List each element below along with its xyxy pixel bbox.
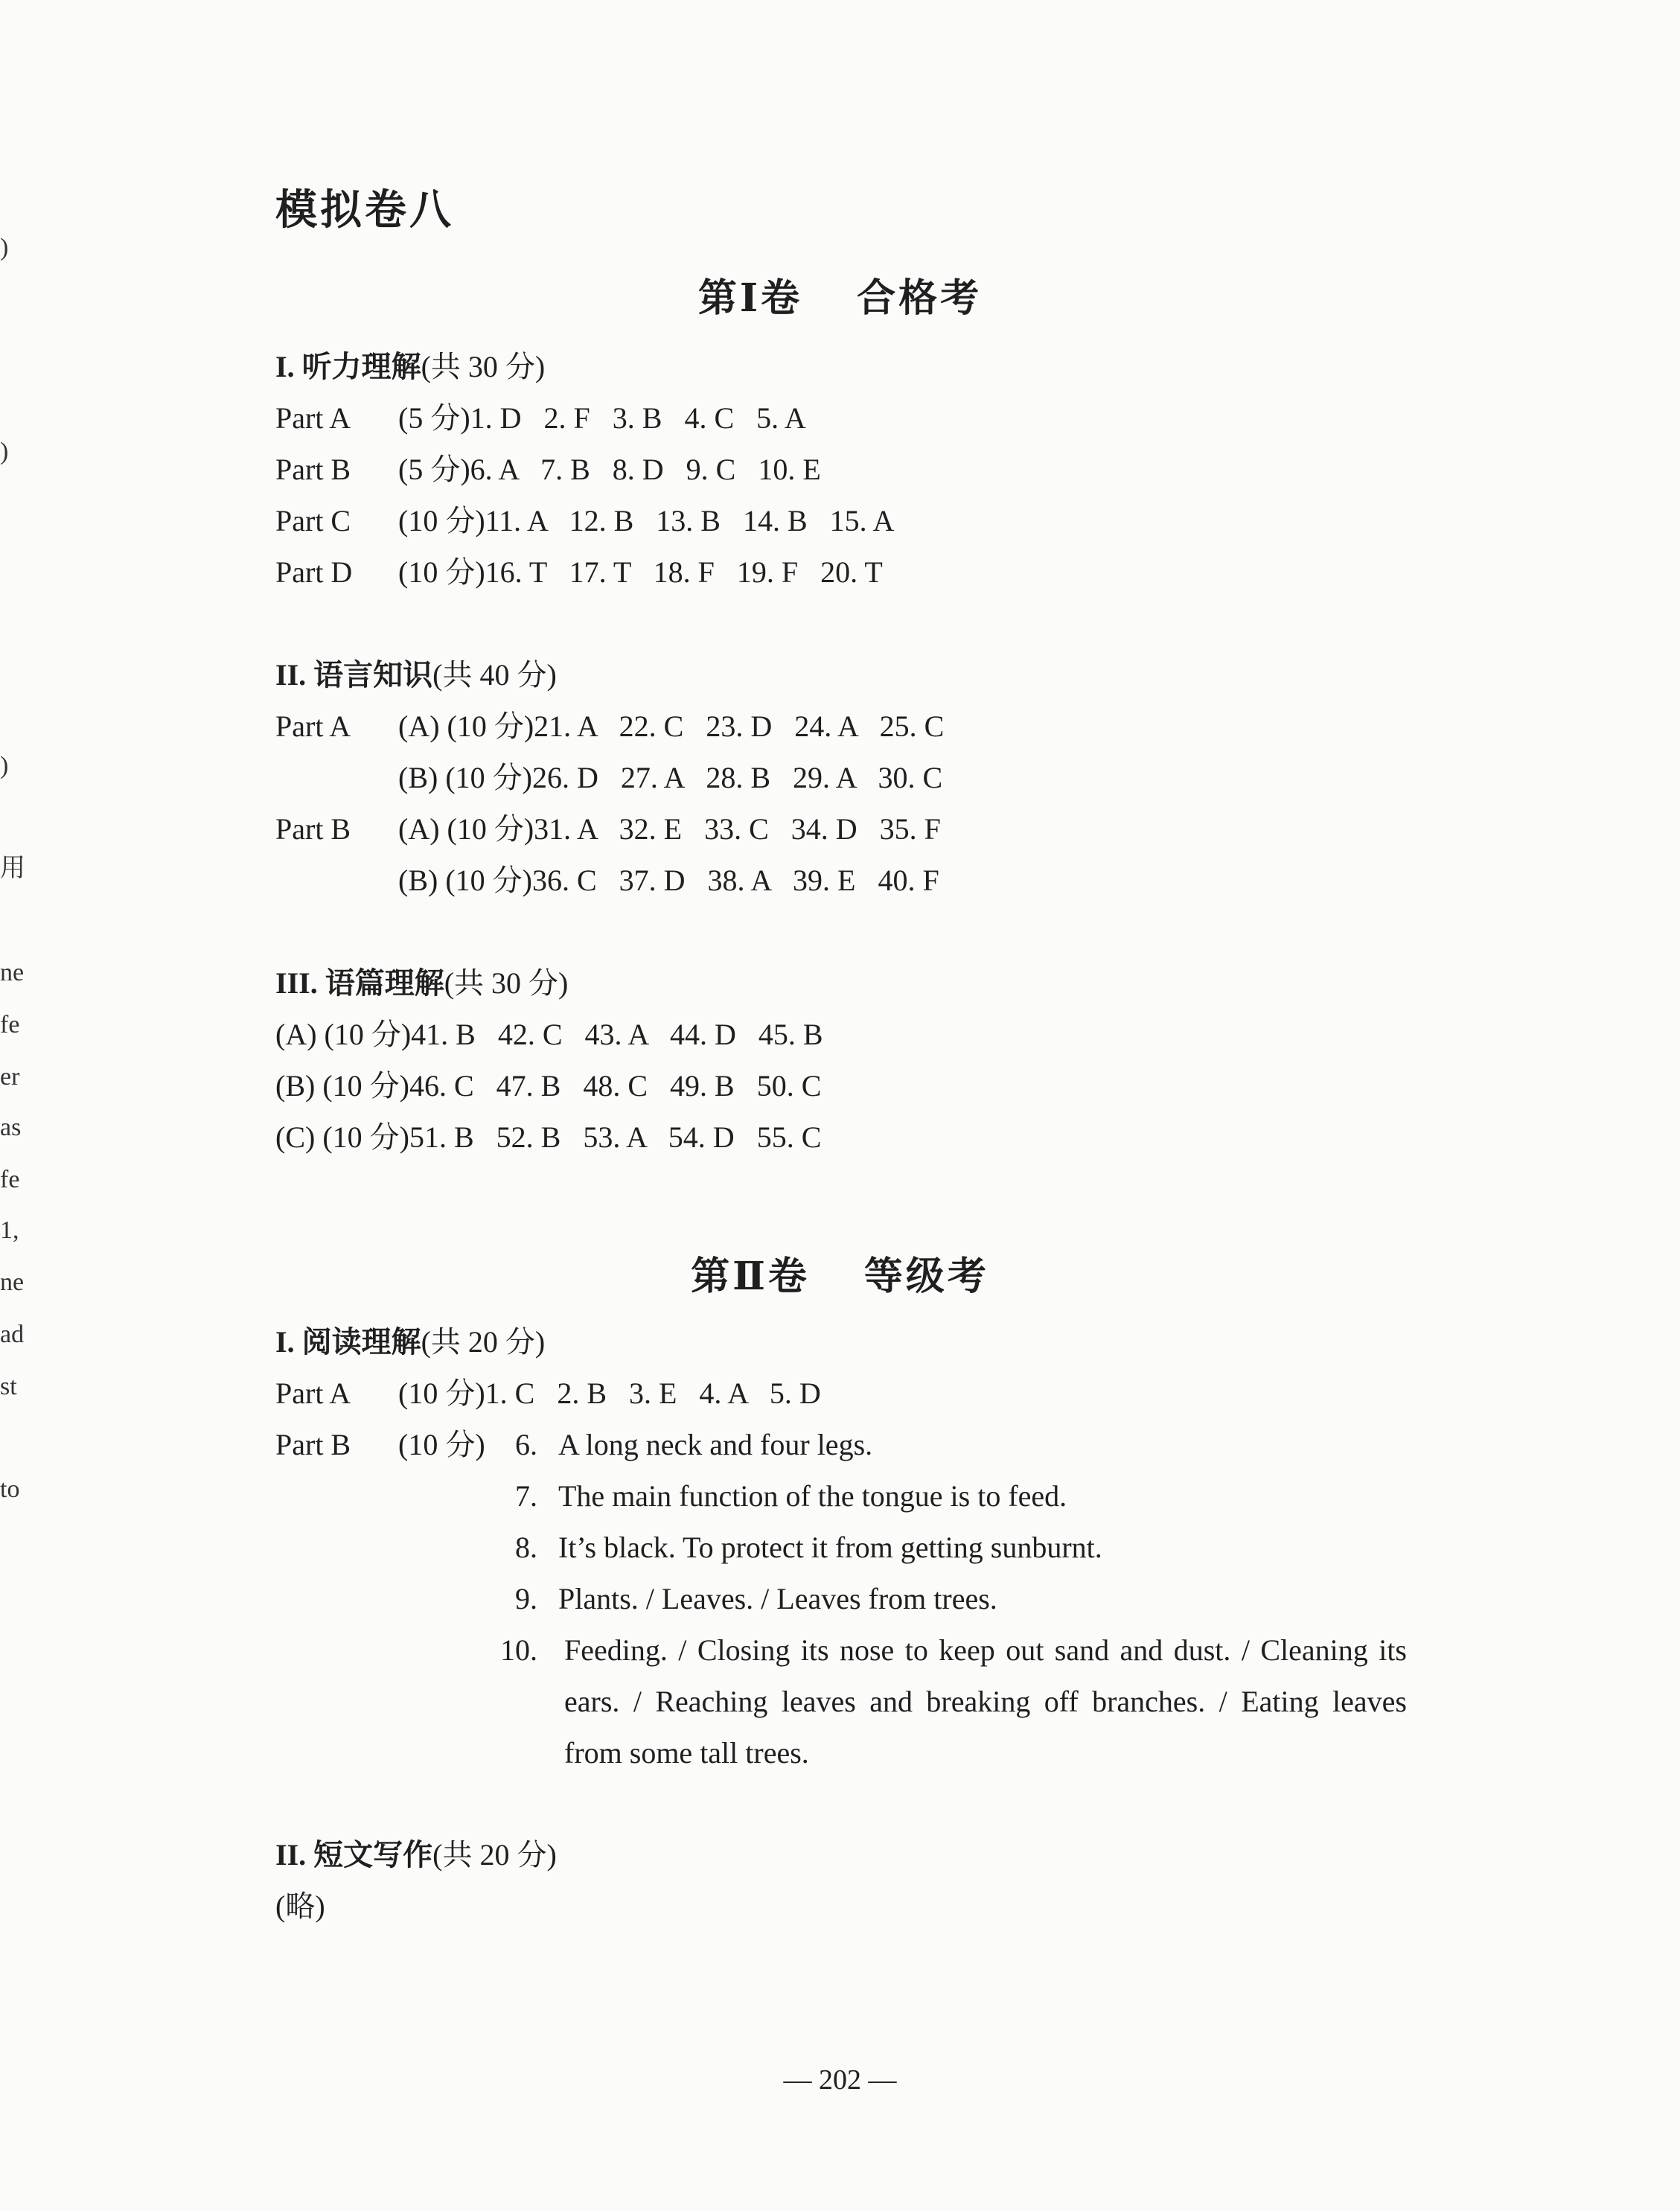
section-points: (共 20 分) bbox=[421, 1325, 546, 1359]
answer-list: 36. C 37. D 38. A 39. E 40. F bbox=[531, 864, 939, 897]
answer-row bbox=[275, 759, 942, 797]
score-label: (10 分) bbox=[398, 1376, 485, 1410]
part-label: Part C bbox=[275, 504, 351, 537]
section-title: II. 短文写作 bbox=[275, 1838, 433, 1872]
volume-1-title: 第Ⅰ卷 bbox=[697, 278, 803, 320]
score-label: (10 分) bbox=[322, 1069, 409, 1103]
answer-list: 51. B 52. B 53. A 54. D 55. C bbox=[409, 1120, 822, 1154]
answer-list: 16. T 17. T 18. F 19. F 20. T bbox=[485, 555, 883, 589]
volume-2-title: 第Ⅱ卷 bbox=[691, 1256, 810, 1298]
section-title: I. 听力理解 bbox=[275, 350, 421, 383]
answer-list: 11. A 12. B 13. B 14. B 15. A bbox=[485, 504, 895, 537]
edge-fragment: 1, bbox=[0, 1216, 19, 1244]
item-answer: It’s black. To protect it from getting sunburnt. bbox=[558, 1531, 1102, 1564]
edge-fragment: ad bbox=[0, 1321, 25, 1348]
score-label: (5 分) bbox=[398, 401, 470, 435]
score-label: (10 分) bbox=[447, 812, 534, 846]
edge-fragment: ) bbox=[0, 438, 9, 465]
volume-2-subtitle: 等级考 bbox=[863, 1256, 989, 1298]
page-number: — 202 — bbox=[783, 2064, 897, 2096]
answer-row bbox=[275, 1119, 821, 1156]
score-label: (10 分) bbox=[398, 504, 485, 537]
item-answer: The main function of the tongue is to feed. bbox=[558, 1479, 1067, 1513]
subpart-label: (A) bbox=[398, 812, 440, 846]
answer-list: 21. A 22. C 23. D 24. A 25. C bbox=[534, 709, 945, 743]
edge-fragment: ne bbox=[0, 959, 25, 986]
part-label: Part A bbox=[275, 401, 351, 435]
section-points: (共 30 分) bbox=[444, 966, 569, 1000]
item-answer: A long neck and four legs. bbox=[558, 1428, 873, 1461]
section-title: III. 语篇理解 bbox=[275, 966, 444, 1000]
subpart-label: (B) bbox=[275, 1069, 316, 1103]
book-title: 模拟卷八 bbox=[275, 188, 454, 234]
subpart-label: (A) bbox=[275, 1018, 317, 1051]
edge-fragment: st bbox=[0, 1373, 17, 1400]
section-points: (共 30 分) bbox=[421, 350, 546, 383]
item-answer: Feeding. / Closing its nose to keep out sand and dust. / Cleaning its ears. / Reaching leaves and breaking off branches. / Eating leaves from some tall trees. bbox=[564, 1633, 1407, 1770]
item-number: 7. bbox=[515, 1479, 537, 1513]
part-label: Part B bbox=[275, 812, 351, 846]
section-heading bbox=[275, 965, 568, 1002]
section-heading bbox=[275, 1324, 545, 1361]
volume-1-subtitle: 合格考 bbox=[857, 278, 983, 320]
score-label: (10 分) bbox=[445, 761, 532, 794]
answer-row bbox=[275, 554, 883, 591]
edge-fragment: ) bbox=[0, 752, 9, 779]
section-points: (共 40 分) bbox=[432, 658, 557, 692]
score-label: (10 分) bbox=[398, 555, 485, 589]
answer-row bbox=[275, 1426, 485, 1464]
answer-row bbox=[275, 862, 939, 899]
subpart-label: (B) bbox=[398, 864, 438, 897]
item-number: 6. bbox=[515, 1428, 537, 1461]
subpart-label: (A) bbox=[398, 709, 440, 743]
answer-row bbox=[275, 400, 806, 437]
answer-list: 6. A 7. B 8. D 9. C 10. E bbox=[470, 453, 821, 486]
answer-list: 1. C 2. B 3. E 4. A 5. D bbox=[485, 1376, 821, 1410]
answer-row bbox=[275, 451, 821, 488]
part-label: Part B bbox=[275, 453, 351, 486]
answer-row bbox=[275, 1016, 823, 1053]
section-heading bbox=[275, 657, 557, 694]
part-label: Part A bbox=[275, 709, 351, 743]
item-number: 9. bbox=[515, 1582, 537, 1615]
section-points: (共 20 分) bbox=[432, 1838, 557, 1872]
answer-row bbox=[275, 708, 944, 745]
edge-fragment: as bbox=[0, 1114, 22, 1141]
answer-row bbox=[275, 1068, 821, 1105]
answer-list: 26. D 27. A 28. B 29. A 30. C bbox=[531, 761, 943, 794]
omitted-answer: (略) bbox=[275, 1889, 325, 1923]
item-number: 8. bbox=[515, 1531, 537, 1564]
section-heading bbox=[275, 1837, 557, 1874]
item-answer: Plants. / Leaves. / Leaves from trees. bbox=[558, 1582, 997, 1615]
part-label: Part B bbox=[275, 1428, 351, 1461]
edge-fragment: ) bbox=[0, 234, 9, 261]
section-heading bbox=[275, 348, 545, 386]
answer-row bbox=[275, 502, 894, 540]
part-label: Part D bbox=[275, 555, 353, 589]
answer-row bbox=[275, 811, 941, 848]
score-label: (10 分) bbox=[447, 709, 534, 743]
score-label: (10 分) bbox=[322, 1120, 409, 1154]
score-label: (10 分) bbox=[398, 1428, 485, 1461]
answer-list: 41. B 42. C 43. A 44. D 45. B bbox=[411, 1018, 823, 1051]
edge-fragment: ne bbox=[0, 1269, 25, 1296]
edge-fragment: fe bbox=[0, 1166, 20, 1193]
volume-2-heading bbox=[0, 1245, 1680, 1301]
answer-list: 46. C 47. B 48. C 49. B 50. C bbox=[409, 1069, 822, 1103]
subpart-label: (B) bbox=[398, 761, 438, 794]
answer-row bbox=[275, 1375, 821, 1412]
edge-fragment: er bbox=[0, 1063, 20, 1091]
score-label: (5 分) bbox=[398, 453, 470, 486]
edge-fragment: fe bbox=[0, 1011, 20, 1038]
answer-list: 1. D 2. F 3. B 4. C 5. A bbox=[470, 401, 806, 435]
score-label: (10 分) bbox=[324, 1018, 412, 1051]
volume-1-heading bbox=[0, 267, 1680, 322]
subpart-label: (C) bbox=[275, 1120, 316, 1154]
section-title: I. 阅读理解 bbox=[275, 1325, 421, 1359]
answer-list: 31. A 32. E 33. C 34. D 35. F bbox=[534, 812, 941, 846]
score-label: (10 分) bbox=[445, 864, 532, 897]
edge-fragment: 用 bbox=[0, 855, 25, 882]
item-number: 10. bbox=[500, 1633, 537, 1667]
section-title: II. 语言知识 bbox=[275, 658, 433, 692]
part-label: Part A bbox=[275, 1376, 351, 1410]
edge-fragment: to bbox=[0, 1475, 20, 1503]
